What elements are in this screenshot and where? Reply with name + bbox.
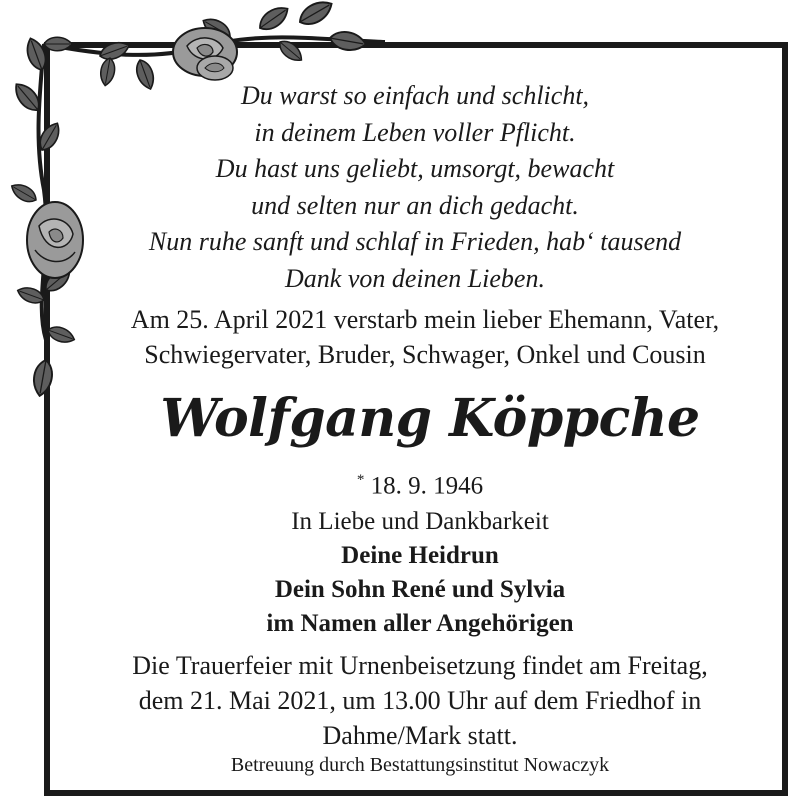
birth-star: *: [356, 472, 365, 488]
signers-intro: In Liebe und Dankbarkeit: [291, 508, 549, 535]
poem-line: Du hast uns geliebt, umsorgt, bewacht: [215, 154, 615, 184]
service-line: dem 21. Mai 2021, um 13.00 Uhr auf dem Friedhof in: [138, 686, 702, 715]
poem-line: Du warst so einfach und schlicht,: [240, 81, 590, 110]
poem-line: Nun ruhe sanft und schlaf in Frieden, hab‘ tausend: [148, 227, 682, 257]
service-line: Dahme/Mark statt.: [322, 721, 518, 750]
birth-date: 18. 9. 1946: [370, 472, 484, 500]
poem-line: in deinem Leben voller Pflicht.: [254, 117, 576, 147]
announcement-line: Am 25. April 2021 verstarb mein lieber Ehemann, Vater,: [130, 305, 720, 334]
signer-name: im Namen aller Angehörigen: [266, 610, 574, 637]
signer-name: Dein Sohn René und Sylvia: [274, 576, 566, 603]
side-rose: [27, 202, 83, 278]
top-rose-bud: [197, 56, 233, 80]
funeral-home-credit: Betreuung durch Bestattungsinstitut Nowaczyk: [230, 754, 610, 776]
birth-date-line: [300, 464, 540, 502]
signers: [180, 505, 660, 641]
announcement-line: Schwiegervater, Bruder, Schwager, Onkel und Cousin: [144, 340, 706, 369]
poem-line: und selten nur an dich gedacht.: [251, 190, 579, 220]
deceased-name: Wolfgang Köppche: [160, 388, 700, 449]
poem: [120, 78, 710, 298]
death-announcement: [90, 302, 760, 372]
signer-name: Deine Heidrun: [341, 542, 499, 569]
funeral-service-info: [80, 648, 760, 753]
poem-line: Dank von deinen Lieben.: [285, 263, 545, 293]
service-line: Die Trauerfeier mit Urnenbeisetzung findet am Freitag,: [132, 651, 708, 680]
